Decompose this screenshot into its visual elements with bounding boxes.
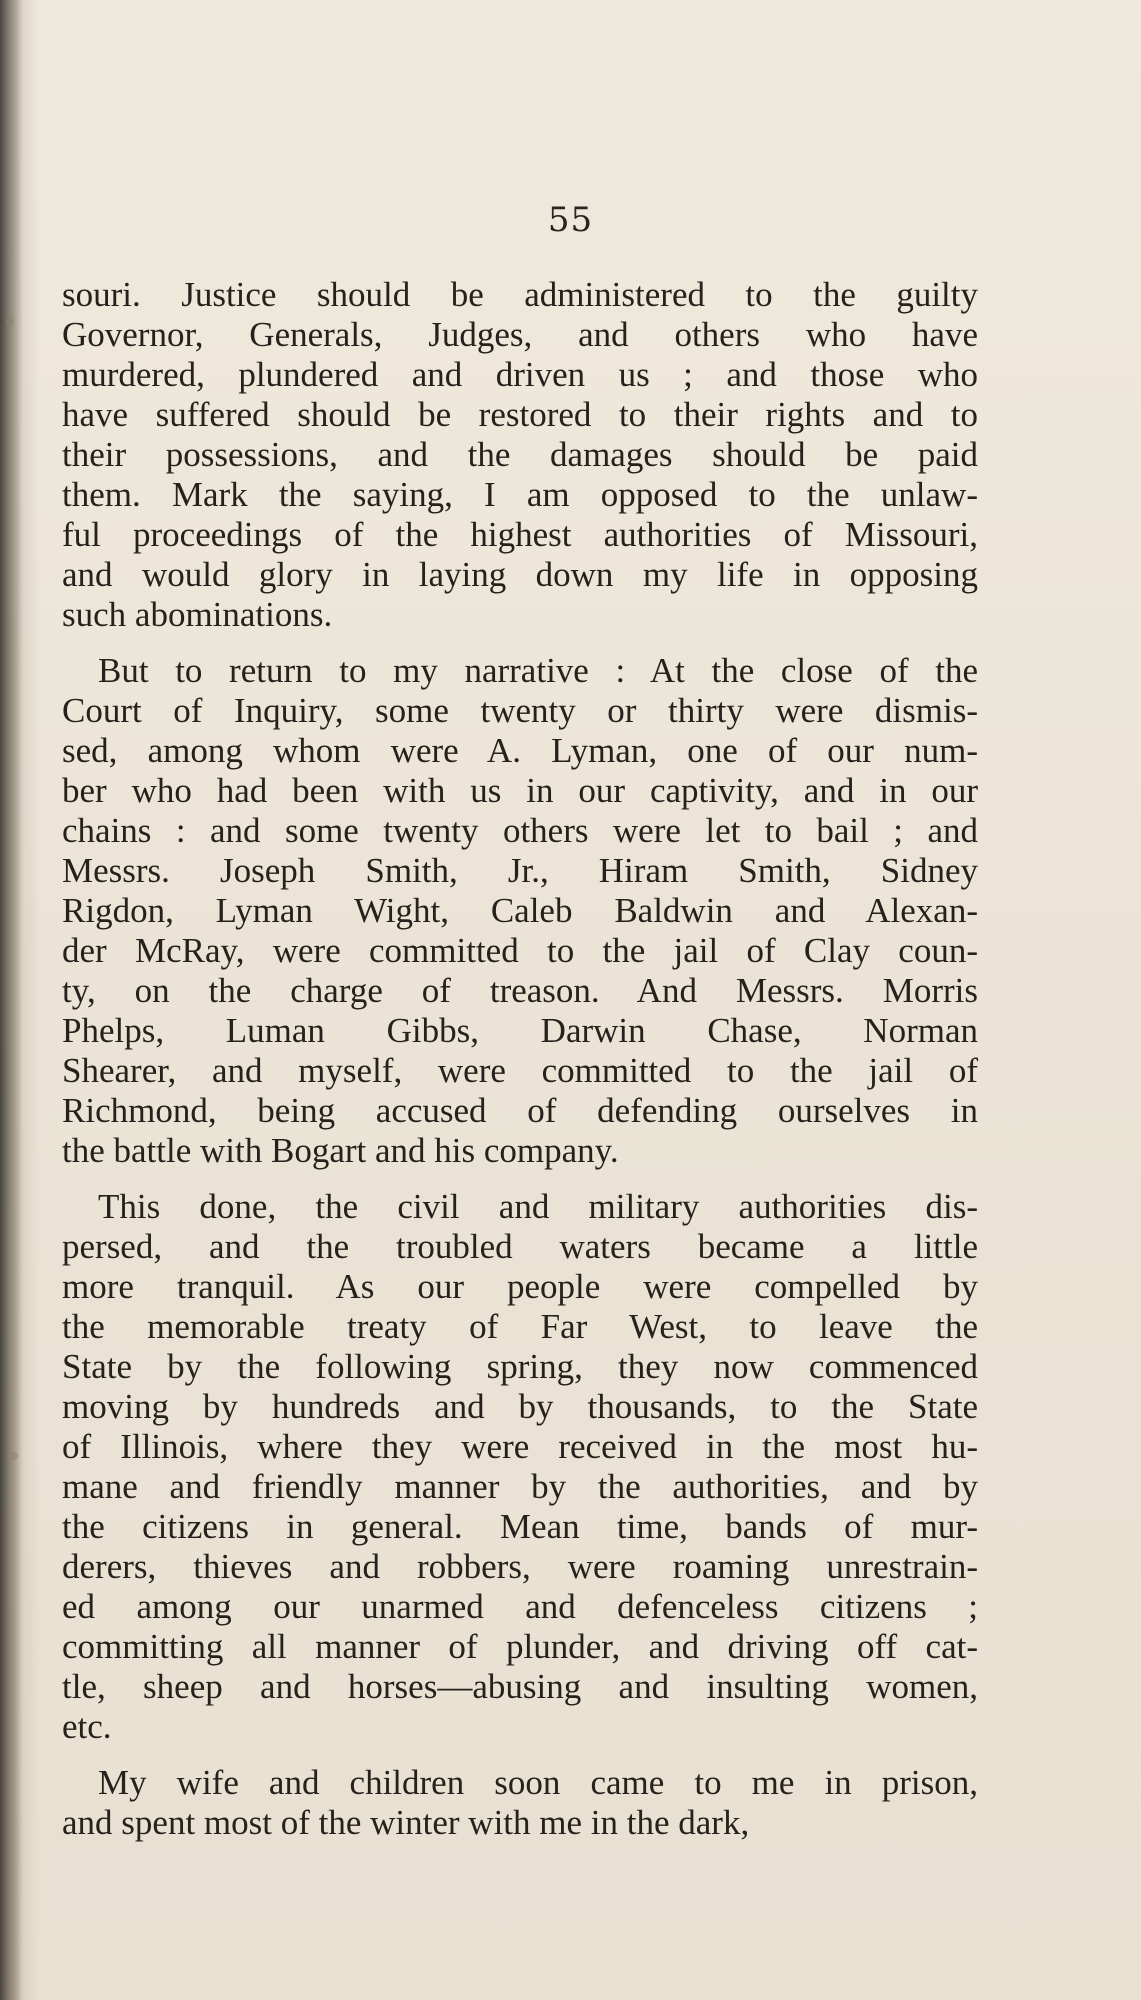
paragraph <box>62 1763 978 1843</box>
paragraph <box>62 651 978 1171</box>
text-line: My wife and children soon came to me in prison, <box>98 1763 978 1802</box>
paragraph-gap <box>62 635 978 651</box>
text-line: ber who had been with us in our captivity, and in our <box>62 771 978 810</box>
text-line: of Illinois, where they were received in the most hu- <box>62 1427 978 1466</box>
margin-mark <box>6 318 14 326</box>
paragraph <box>62 275 978 635</box>
text-line: ty, on the charge of treason. And Messrs. Morris <box>62 971 978 1010</box>
text-line: der McRay, were committed to the jail of Clay coun- <box>62 931 978 970</box>
text-line: Phelps, Luman Gibbs, Darwin Chase, Norman <box>62 1011 978 1050</box>
text-line: Shearer, and myself, were committed to the jail of <box>62 1051 978 1090</box>
binding-shadow <box>0 0 22 2000</box>
text-line: This done, the civil and military authorities dis- <box>98 1187 978 1226</box>
paragraph-gap <box>62 1747 978 1763</box>
text-line: Governor, Generals, Judges, and others who have <box>62 315 978 354</box>
text-line: such abominations. <box>62 595 333 634</box>
text-line: State by the following spring, they now commenced <box>62 1347 978 1386</box>
text-line: souri. Justice should be administered to the guilty <box>62 275 978 314</box>
text-line: Court of Inquiry, some twenty or thirty were dismis- <box>62 691 978 730</box>
text-line: But to return to my narrative : At the close of the <box>98 651 978 690</box>
text-line: the memorable treaty of Far West, to leave the <box>62 1307 978 1346</box>
text-line: etc. <box>62 1707 112 1746</box>
text-line: Rigdon, Lyman Wight, Caleb Baldwin and Alexan- <box>62 891 978 930</box>
paragraph <box>62 1187 978 1747</box>
text-line: Richmond, being accused of defending ourselves in <box>62 1091 978 1130</box>
text-line: sed, among whom were A. Lyman, one of our num- <box>62 731 978 770</box>
text-line: the citizens in general. Mean time, bands of mur- <box>62 1507 978 1546</box>
margin-mark <box>10 1452 18 1460</box>
text-line: have suffered should be restored to their rights and to <box>62 395 978 434</box>
text-line: committing all manner of plunder, and driving off cat- <box>62 1627 978 1666</box>
paragraph-gap <box>62 1171 978 1187</box>
text-line: tle, sheep and horses—abusing and insulting women, <box>62 1667 978 1706</box>
text-line: more tranquil. As our people were compelled by <box>62 1267 978 1306</box>
page-number: 55 <box>547 200 594 240</box>
text-line: ed among our unarmed and defenceless citizens ; <box>62 1587 978 1626</box>
text-line: ful proceedings of the highest authorities of Missouri, <box>62 515 978 554</box>
text-line: their possessions, and the damages should be paid <box>62 435 978 474</box>
text-line: them. Mark the saying, I am opposed to the unlaw- <box>62 475 978 514</box>
text-line: murdered, plundered and driven us ; and those who <box>62 355 978 394</box>
text-line: chains : and some twenty others were let to bail ; and <box>62 811 978 850</box>
text-line: Messrs. Joseph Smith, Jr., Hiram Smith, Sidney <box>62 851 978 890</box>
text-line: moving by hundreds and by thousands, to the State <box>62 1387 978 1426</box>
text-line: mane and friendly manner by the authorities, and by <box>62 1467 978 1506</box>
text-line: persed, and the troubled waters became a little <box>62 1227 978 1266</box>
text-line: and would glory in laying down my life in opposing <box>62 555 978 594</box>
text-line: the battle with Bogart and his company. <box>62 1131 619 1170</box>
text-line: and spent most of the winter with me in the dark, <box>62 1803 750 1842</box>
text-line: derers, thieves and robbers, were roaming unrestrain- <box>62 1547 978 1586</box>
body-text <box>62 275 978 1843</box>
